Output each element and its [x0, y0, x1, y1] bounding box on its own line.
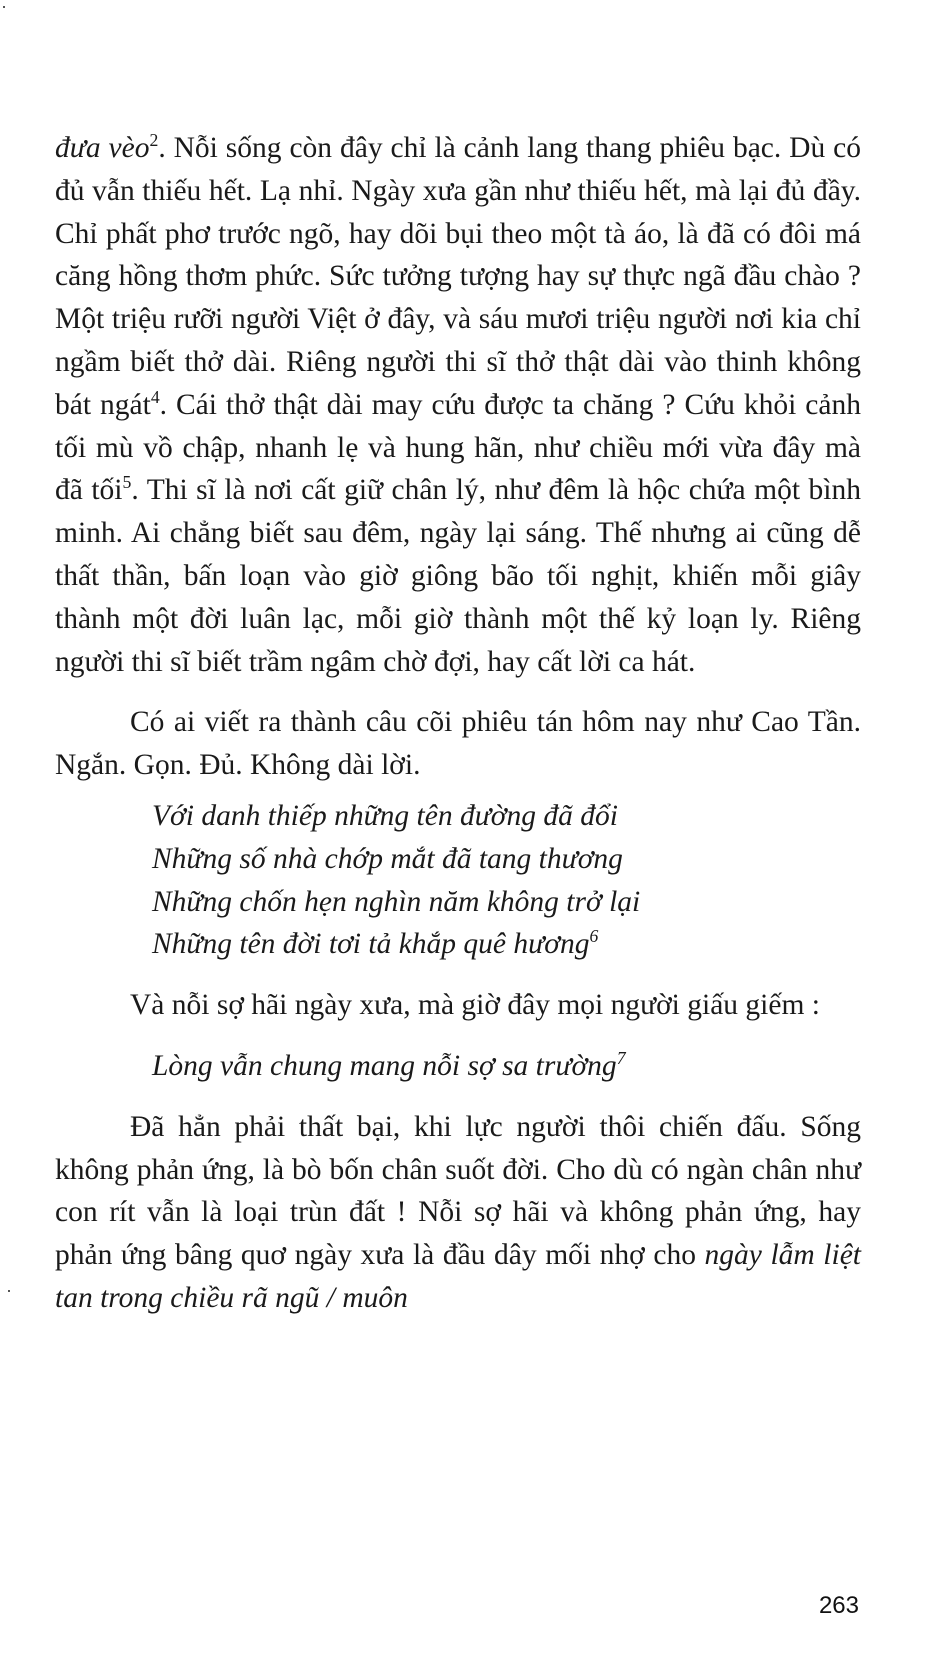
- paragraph-3: [55, 984, 861, 1027]
- spacer: [55, 966, 861, 984]
- paragraph-1: [55, 127, 861, 683]
- poem-line-4: [152, 923, 861, 966]
- paragraph-4-text: Đã hẳn phải thất bại, khi lực người thôi chiến đấu. Sống không phản ứng, là bò bốn chân suốt đời. Cho dù có ngàn chân như con rít vẫn là loại trùn đất ! Nỗi sợ hãi và không phản ứng, hay phản ứng bâng quơ ngày xưa là đầu dây mối nhợ cho: [55, 1110, 861, 1272]
- paragraph-2: [55, 701, 861, 787]
- poem-single-line: [152, 1045, 861, 1088]
- footnote-ref-2: 2: [149, 130, 159, 151]
- poem-line-1: [152, 795, 861, 838]
- footnote-ref-5: 5: [122, 472, 132, 493]
- poem-line-1-text: Với danh thiếp những tên đường đã đổi: [152, 799, 618, 832]
- paragraph-1-text-b: . Cái thở thật dài may cứu được ta chăng ? Cứu khỏi cảnh tối mù vồ chập, nhanh lẹ và hung hãn, như chiều mới vừa đây mà đã tối: [55, 388, 861, 507]
- spacer: [55, 787, 861, 795]
- poem-single-line-text: Lòng vẫn chung mang nỗi sợ sa trường: [152, 1049, 617, 1082]
- scan-speck: [3, 6, 5, 8]
- paragraph-4: [55, 1106, 861, 1320]
- paragraph-2-text: Có ai viết ra thành câu cõi phiêu tán hôm nay như Cao Tần. Ngắn. Gọn. Đủ. Không dài lời.: [55, 706, 861, 782]
- poem-line-3-text: Những chốn hẹn nghìn năm không trở lại: [152, 885, 641, 918]
- paragraph-4-italic-tail: ngày lẫm liệt tan trong chiều rã ngũ / muôn: [55, 1239, 861, 1314]
- paragraph-1-italic-start: đưa vèo: [55, 132, 150, 164]
- paragraph-1-text-c: . Thi sĩ là nơi cất giữ chân lý, như đêm là hộc chứa một bình minh. Ai chẳng biết sau đêm, ngày lại sáng. Thế nhưng ai cũng dễ thất thần, bấn loạn vào giờ giông bão tối nghịt, khiến mỗi giây thành một đời luân lạc, mỗi giờ thành một thế kỷ loạn ly. Riêng người thi sĩ biết trầm ngâm chờ đợi, hay cất lời ca hát.: [55, 474, 861, 678]
- footnote-ref-4: 4: [150, 386, 160, 407]
- poem-line-4-text: Những tên đời tơi tả khắp quê hương: [152, 928, 590, 961]
- poem-line-2-text: Những số nhà chớp mắt đã tang thương: [152, 842, 623, 875]
- scan-speck: [8, 1290, 10, 1292]
- poem-stanza-1: [55, 795, 861, 966]
- paragraph-1-text-a: . Nỗi sống còn đây chỉ là cảnh lang thang phiêu bạc. Dù có đủ vẫn thiếu hết. Lạ nhỉ. Ngày xưa gần như thiếu hết, mà lại đủ đầy. Chỉ phất phơ trước ngõ, hay dõi bụi theo một tà áo, là đã có đôi má căng hồng thơm phức. Sức tưởng tượng hay sự thực ngã đầu chào ? Một triệu rưỡi người Việt ở đây, và sáu mươi triệu người nơi kia chỉ ngầm biết thở dài. Riêng người thi sĩ thở thật dài vào thinh không bát ngát: [55, 132, 862, 421]
- poem-stanza-2: [55, 1045, 861, 1088]
- footnote-ref-6: 6: [589, 926, 599, 947]
- spacer: [55, 1088, 861, 1106]
- poem-line-2: [152, 838, 861, 881]
- paragraph-3-text: Và nỗi sợ hãi ngày xưa, mà giờ đây mọi người giấu giếm :: [130, 989, 820, 1022]
- poem-line-3: [152, 881, 861, 924]
- page-number: 263: [818, 1592, 859, 1619]
- spacer: [55, 683, 861, 701]
- page-body: [55, 127, 861, 1320]
- spacer: [55, 1027, 861, 1045]
- footnote-ref-7: 7: [616, 1048, 626, 1069]
